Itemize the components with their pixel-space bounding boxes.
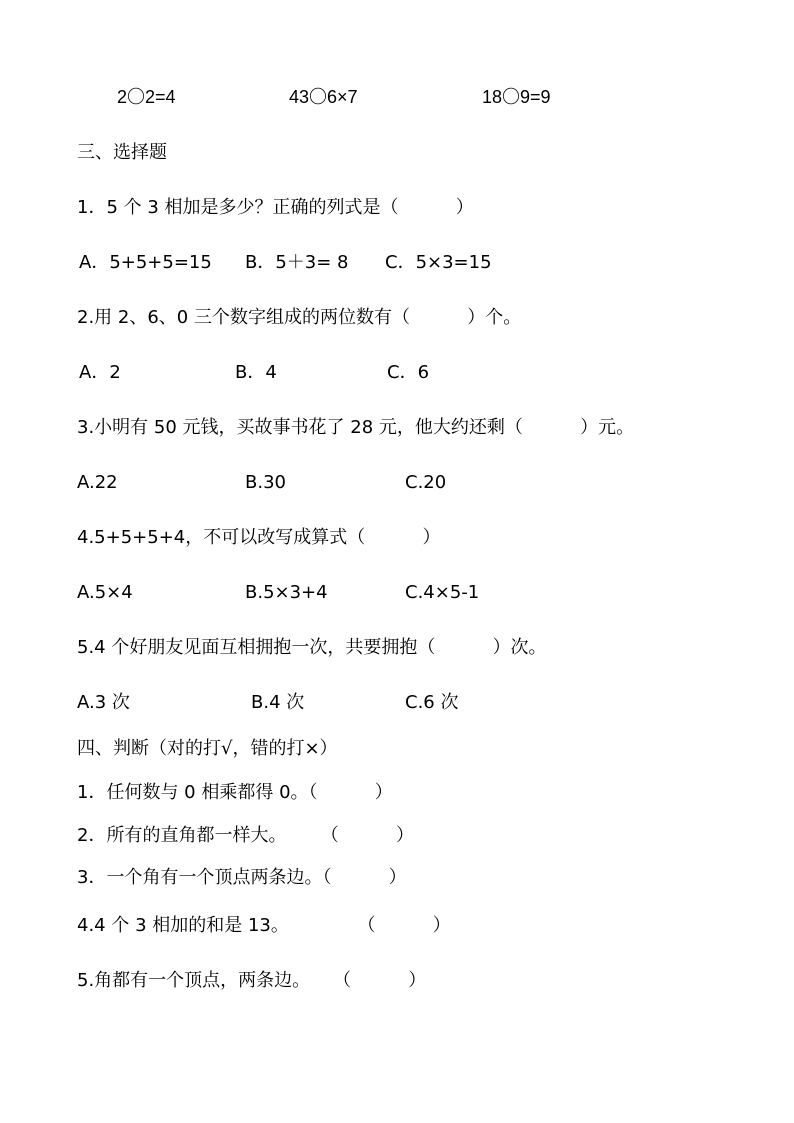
question-1-option-a: A．5+5+5=15 <box>79 252 212 273</box>
question-2-option-b: B．4 <box>235 362 277 383</box>
question-2-option-c: C．6 <box>387 362 430 383</box>
question-2-option-a: A．2 <box>79 362 121 383</box>
question-5-option-b: B.4 次 <box>251 692 305 713</box>
judgement-item-5: 5.角都有一个顶点，两条边。 （ ） <box>77 970 427 991</box>
question-4-option-a: A.5×4 <box>77 582 133 603</box>
section-title-choice: 三、选择题 <box>77 142 167 163</box>
question-3: 3.小明有 50 元钱，买故事书花了 28 元，他大约还剩（ ）元。 <box>77 417 635 438</box>
question-5: 5.4 个好朋友见面互相拥抱一次，共要拥抱（ ）次。 <box>77 637 547 658</box>
question-2: 2.用 2、6、0 三个数字组成的两位数有（ ）个。 <box>77 307 522 328</box>
judgement-item-4: 4.4 个 3 相加的和是 13。 （ ） <box>77 915 451 936</box>
question-3-option-a: A.22 <box>77 472 118 493</box>
question-5-option-c: C.6 次 <box>405 692 459 713</box>
section-title-judgement: 四、判断（对的打√，错的打×） <box>77 738 338 759</box>
question-4: 4.5+5+5+4，不可以改写成算式（ ） <box>77 527 441 548</box>
question-3-option-b: B.30 <box>245 472 286 493</box>
question-5-option-a: A.3 次 <box>77 692 130 713</box>
question-1-option-c: C．5×3=15 <box>385 252 492 273</box>
question-1-option-b: B．5＋3= 8 <box>245 252 349 273</box>
equation-3: 18〇9=9 <box>482 87 551 107</box>
judgement-item-2: 2．所有的直角都一样大。 （ ） <box>77 825 414 846</box>
judgement-item-1: 1．任何数与 0 相乘都得 0。（ ） <box>77 782 393 803</box>
question-4-option-c: C.4×5-1 <box>405 582 480 603</box>
question-3-option-c: C.20 <box>405 472 447 493</box>
question-4-option-b: B.5×3+4 <box>245 582 328 603</box>
equation-2: 43〇6×7 <box>289 87 358 107</box>
judgement-item-3: 3．一个角有一个顶点两条边。（ ） <box>77 867 407 888</box>
question-1: 1．5 个 3 相加是多少？正确的列式是（ ） <box>77 197 474 218</box>
equation-1: 2〇2=4 <box>117 87 176 107</box>
